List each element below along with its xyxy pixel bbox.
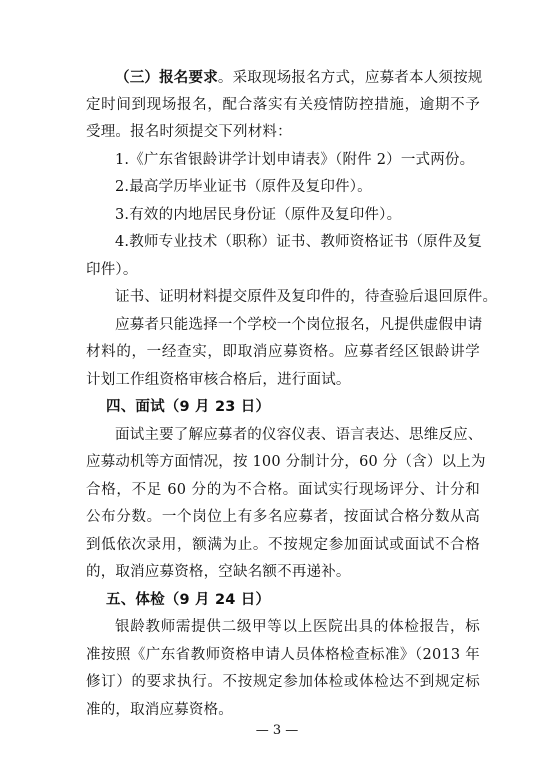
section5-line2: 准按照《广东省教师资格申请人员体格检查标准》（2013 年 [86, 646, 480, 663]
section4-line6: 的，取消应募资格，空缺名额不再递补。 [86, 564, 351, 580]
note-single-choice-l3: 计划工作组资格审核合格后，进行面试。 [86, 371, 351, 388]
section3-line1-rest: 。采取现场报名方式，应募者本人须按规 [217, 70, 483, 86]
section5-line4: 准的，取消应募资格。 [86, 701, 233, 718]
section3-line1 [86, 64, 483, 92]
material-item-4-cont: 印件）。 [86, 261, 138, 278]
note-originals: 证书、证明材料提交原件及复印件的，待查验后退回原件。 [115, 289, 498, 305]
section5-line3: 修订）的要求执行。不按规定参加体检或体检达不到规定标 [86, 674, 480, 690]
note-single-choice-l2: 材料的，一经查实，即取消应募资格。应募者经区银龄讲学 [86, 344, 480, 360]
material-item-3: 3.有效的内地居民身份证（原件及复印件）。 [115, 206, 402, 223]
section4-line3: 合格，不足 60 分的为不合格。面试实行现场评分、计分和 [86, 481, 480, 498]
material-item-4: 4.教师专业技术（职称）证书、教师资格证书（原件及复 [115, 234, 483, 250]
section4-line2: 应募动机等方面情况，按 100 分制计分，60 分（含）以上为 [86, 454, 486, 470]
section3-line2: 定时间到现场报名，配合落实有关疫情防控措施，逾期不予 [86, 96, 480, 113]
section3-title: （三）报名要求 [115, 69, 218, 86]
section3-line3: 受理。报名时须提交下列材料： [86, 124, 292, 140]
material-item-1: 1.《广东省银龄讲学计划申请表》（附件 2）一式两份。 [115, 151, 475, 168]
document-body [86, 64, 498, 724]
section5-line1: 银龄教师需提供二级甲等以上医院出具的体检报告，标 [115, 619, 480, 635]
section4-line4: 公布分数。一个岗位上有多名应募者，按面试合格分数从高 [86, 509, 480, 525]
note-single-choice-l1: 应募者只能选择一个学校一个岗位报名，凡提供虚假申请 [115, 316, 483, 333]
material-item-2: 2.最高学历毕业证书（原件及复印件）。 [115, 179, 372, 195]
section4-line5: 到低依次录用，额满为止。不按规定参加面试或面试不合格 [86, 536, 480, 553]
section5-title: 五、体检（9 月 24 日） [106, 591, 271, 608]
page-number: — 3 — [255, 723, 299, 738]
section4-line1: 面试主要了解应募者的仪容仪表、语言表达、思维反应、 [115, 426, 483, 443]
section4-title: 四、面试（9 月 23 日） [106, 399, 271, 415]
